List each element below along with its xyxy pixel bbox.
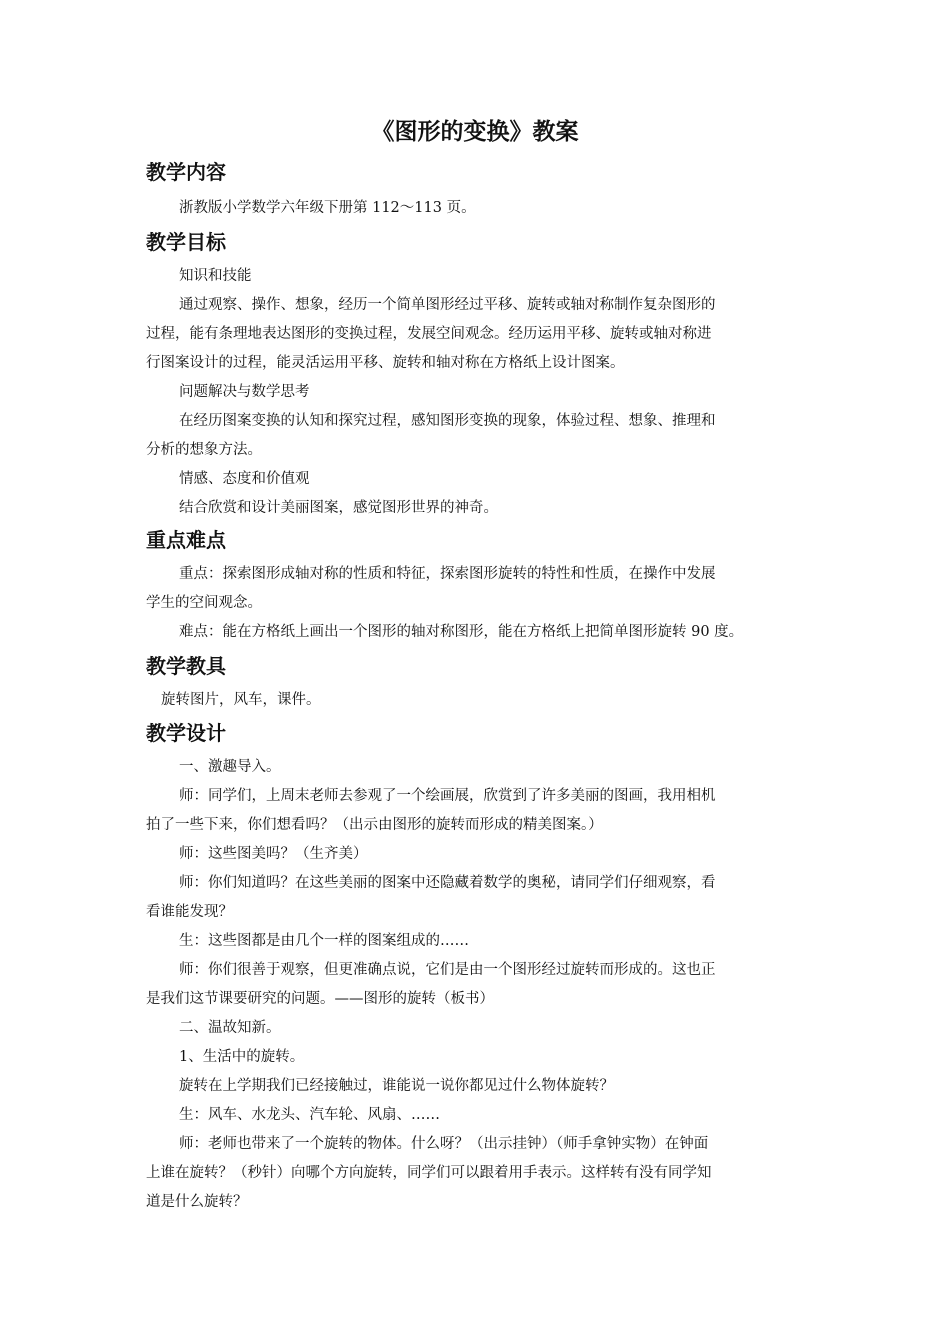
design-line: 道是什么旋转？ (146, 1194, 248, 1210)
design-line: 一、激趣导入。 (179, 759, 281, 775)
keypoints-paragraph-line: 难点：能在方格纸上画出一个图形的轴对称图形，能在方格纸上把简单图形旋转 90 度。 (179, 624, 744, 640)
design-line: 二、温故知新。 (179, 1020, 281, 1036)
design-line: 旋转在上学期我们已经接触过，谁能说一说你都见过什么物体旋转？ (179, 1078, 614, 1094)
design-line: 师：老师也带来了一个旋转的物体。什么呀？（出示挂钟）（师手拿钟实物）在钟面 (179, 1136, 709, 1152)
goals-subheading-attitude: 情感、态度和价值观 (179, 471, 310, 487)
design-line: 师：你们知道吗？在这些美丽的图案中还隐藏着数学的奥秘，请同学们仔细观察，看 (179, 875, 716, 891)
document-title: 《图形的变换》教案 (371, 119, 579, 145)
design-line: 看谁能发现？ (146, 904, 233, 920)
section-heading-goals: 教学目标 (146, 230, 226, 254)
design-line: 师：这些图美吗？（生齐美） (179, 846, 368, 862)
content-text: 浙教版小学数学六年级下册第 112～113 页。 (179, 200, 476, 216)
design-line: 上谁在旋转？（秒针）向哪个方向旋转，同学们可以跟着用手表示。这样转有没有同学知 (146, 1165, 712, 1181)
section-heading-design: 教学设计 (146, 721, 226, 745)
goals-paragraph-line: 过程，能有条理地表达图形的变换过程，发展空间观念。经历运用平移、旋转或轴对称进 (146, 326, 712, 342)
design-line: 师：你们很善于观察，但更准确点说，它们是由一个图形经过旋转而形成的。这也正 (179, 962, 716, 978)
section-heading-content: 教学内容 (146, 160, 226, 184)
design-line: 是我们这节课要研究的问题。——图形的旋转（板书） (146, 991, 494, 1007)
keypoints-paragraph-line: 重点：探索图形成轴对称的性质和特征，探索图形旋转的特性和性质，在操作中发展 (179, 566, 716, 582)
section-heading-keypoints: 重点难点 (146, 528, 226, 552)
design-line: 生：这些图都是由几个一样的图案组成的…… (179, 933, 469, 949)
goals-paragraph-line: 在经历图案变换的认知和探究过程，感知图形变换的现象，体验过程、想象、推理和 (179, 413, 716, 429)
goals-paragraph-line: 行图案设计的过程，能灵活运用平移、旋转和轴对称在方格纸上设计图案。 (146, 355, 625, 371)
keypoints-paragraph-line: 学生的空间观念。 (146, 595, 262, 611)
design-line: 拍了一些下来，你们想看吗？（出示由图形的旋转而形成的精美图案。） (146, 817, 603, 833)
goals-paragraph-line: 结合欣赏和设计美丽图案，感觉图形世界的神奇。 (179, 500, 498, 516)
design-line: 生：风车、水龙头、汽车轮、风扇、…… (179, 1107, 440, 1123)
design-line: 师：同学们，上周末老师去参观了一个绘画展，欣赏到了许多美丽的图画，我用相机 (179, 788, 716, 804)
tools-text: 旋转图片，风车，课件。 (161, 692, 321, 708)
goals-paragraph-line: 分析的想象方法。 (146, 442, 262, 458)
goals-paragraph-line: 通过观察、操作、想象，经历一个简单图形经过平移、旋转或轴对称制作复杂图形的 (179, 297, 716, 313)
goals-subheading-knowledge: 知识和技能 (179, 268, 252, 284)
section-heading-tools: 教学教具 (146, 654, 226, 678)
goals-subheading-problem-solving: 问题解决与数学思考 (179, 384, 310, 400)
design-line: 1、生活中的旋转。 (179, 1049, 305, 1065)
